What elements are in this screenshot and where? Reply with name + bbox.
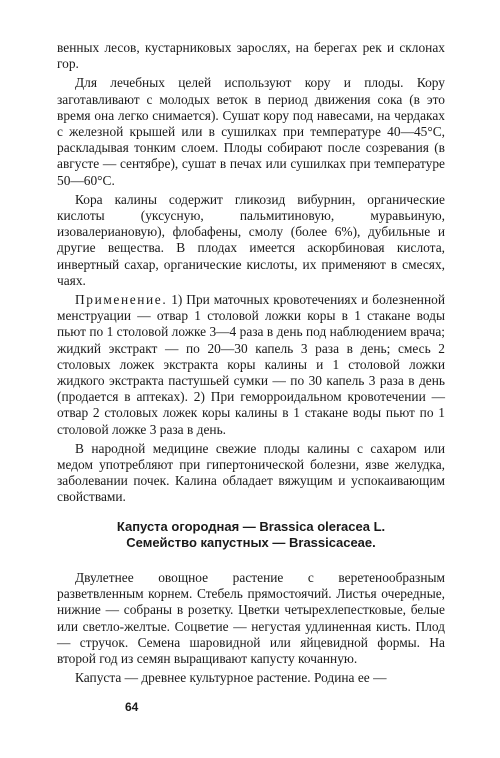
- paragraph-history: Капуста — древнее культурное растение. Родина ее —: [75, 670, 387, 686]
- paragraph-description: Двулетнее овощное растение с веретенообразным разветвленным корнем. Стебель прямостоячий. Листья очередные, нижние — собраны в розетку. Цветки четырехлепестковые, белые или светло-желтые. Соцветие — негустая удлиненная кисть. Плод — стручок. Семена шаровидной или яйцевидной формы. На второй год из семян выращивают капусту кочанную.: [57, 570, 445, 667]
- paragraph-application: [57, 292, 445, 438]
- paragraph-harvesting: Для лечебных целей используют кору и плоды. Кору заготавливают с молодых веток в период движения сока (в это время она легко снимается). Сушат кору под навесами, на чердаках с железной крышей или в сушилках при температуре 40—45°С, раскладывая тонким слоем. Плоды собирают после созревания (в августе — сентябре), сушат в печах или сушилках при температуре 50—60°С.: [57, 75, 445, 188]
- application-text: 1) При маточных кровотечениях и болезненной менструации — отвар 1 столовой ложки коры в 1 стакане воды пьют по 1 столовой ложке 3—4 раза в день под наблюдением врача; жидкий экстракт — по 20—30 капель 3 раза в день; смесь 2 столовых ложек экстракта коры калины и 1 столовой ложки жидкого экстракта пастушьей сумки — по 30 капель 3 раза в день (продается в аптеках). 2) При геморроидальном кровотечении — отвар 2 столовых ложек коры калины в 1 стакане воды пьют по 1 столовой ложке 3 раза в день.: [57, 292, 445, 437]
- heading-species: Капуста огородная — Brassica oleracea L.: [116, 519, 386, 534]
- paragraph-folk-medicine: В народной медицине свежие плоды калины с сахаром или медом употребляют при гипертонической болезни, язве желудка, заболевании почек. Калина обладает вяжущим и успокаивающим свойствами.: [57, 440, 445, 505]
- section-heading-cabbage: [57, 519, 445, 551]
- page-number: 64: [125, 700, 139, 714]
- heading-family: Семейство капустных — Brassicaceae.: [126, 535, 376, 550]
- text-block-cabbage: [57, 570, 445, 689]
- paragraph-composition: Кора калины содержит гликозид вибурнин, органические кислоты (уксусную, пальмитиновую, муравьиную, изовалериановую), флобафены, смолу (более 6%), дубильные и другие вещества. В плодах имеется аскорбиновая кислота, инвертный сахар, органические кислоты, их применяют в смесях, чаях.: [57, 191, 445, 288]
- application-label: Применение.: [75, 292, 168, 308]
- paragraph-habitat: венных лесов, кустарниковых зарослях, на берегах рек и склонах гор.: [57, 40, 445, 72]
- text-block-viburnum: [57, 40, 445, 509]
